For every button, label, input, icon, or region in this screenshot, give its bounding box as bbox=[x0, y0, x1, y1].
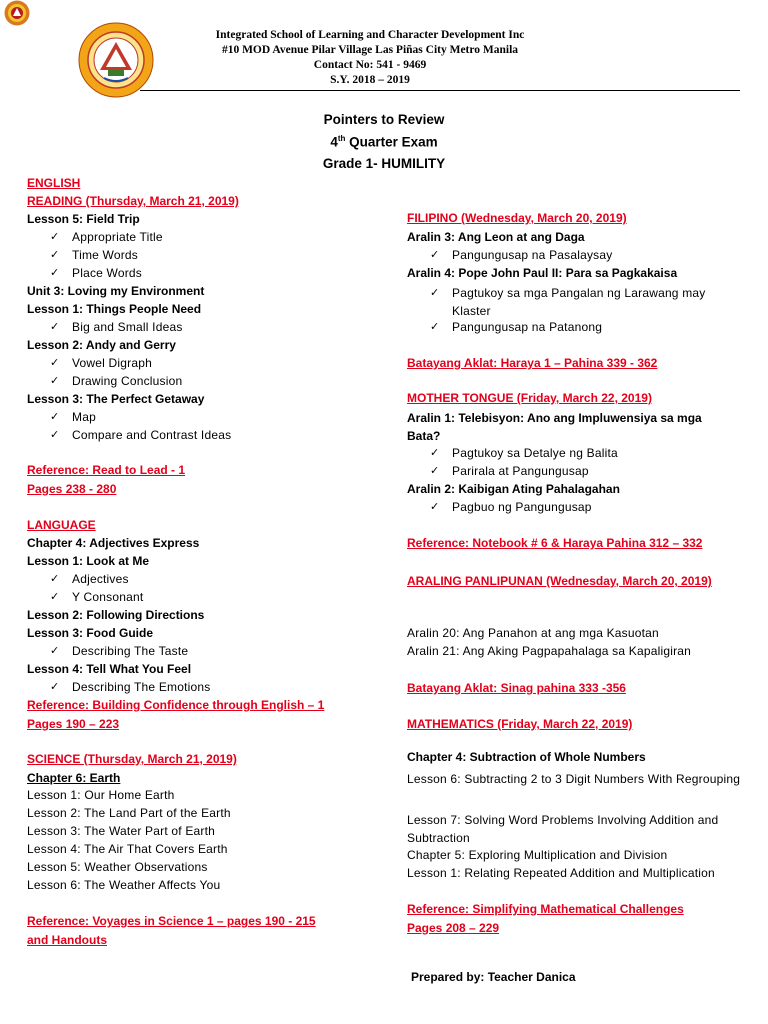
prepared-by: Prepared by: Teacher Danica bbox=[411, 970, 576, 984]
school-seal-icon bbox=[78, 22, 154, 98]
language-heading: LANGUAGE bbox=[27, 518, 96, 532]
math-lesson: Lesson 6: Subtracting 2 to 3 Digit Numbers With Regrouping bbox=[407, 772, 741, 786]
batayang-reference: Batayang Aklat: Sinag pahina 333 -356 bbox=[407, 681, 626, 695]
math-chapter: Chapter 5: Exploring Multiplication and Division bbox=[407, 848, 668, 862]
mother-tongue-heading: MOTHER TONGUE (Friday, March 22, 2019) bbox=[407, 391, 652, 405]
lesson-heading: Lesson 1: Look at Me bbox=[27, 554, 150, 568]
reference-text: Reference: Building Confidence through English – 1 bbox=[27, 698, 325, 712]
aralin-heading: Aralin 3: Ang Leon at ang Daga bbox=[407, 230, 585, 244]
reference-text: Reference: Notebook # 6 & Haraya Pahina 312 – 332 bbox=[407, 536, 703, 550]
lesson-heading: Lesson 5: Field Trip bbox=[27, 212, 140, 226]
english-heading: ENGLISH bbox=[27, 176, 81, 190]
aralin-heading: Aralin 4: Pope John Paul II: Para sa Pagkakaisa bbox=[407, 266, 678, 280]
checklist-item: ✓ Big and Small Ideas bbox=[72, 320, 183, 334]
science-lesson: Lesson 4: The Air That Covers Earth bbox=[27, 842, 228, 856]
aralin-line: Aralin 20: Ang Panahon at ang mga Kasuotan bbox=[407, 626, 659, 640]
chapter-heading: Chapter 4: Subtraction of Whole Numbers bbox=[407, 750, 646, 764]
science-lesson: Lesson 3: The Water Part of Earth bbox=[27, 824, 216, 838]
checklist-item: ✓ Parirala at Pangungusap bbox=[452, 464, 589, 478]
batayang-reference: Batayang Aklat: Haraya 1 – Pahina 339 - 362 bbox=[407, 356, 658, 370]
lesson-heading: Lesson 2: Following Directions bbox=[27, 608, 205, 622]
math-lesson: Lesson 1: Relating Repeated Addition and Multiplication bbox=[407, 866, 715, 880]
reference-text: Reference: Read to Lead - 1 bbox=[27, 463, 186, 477]
reference-pages: Pages 238 - 280 bbox=[27, 482, 117, 496]
checklist-item: ✓ Time Words bbox=[72, 248, 138, 262]
mathematics-heading: MATHEMATICS (Friday, March 22, 2019) bbox=[407, 717, 633, 731]
school-contact: Contact No: 541 - 9469 bbox=[313, 59, 427, 71]
checklist-item: ✓ Drawing Conclusion bbox=[72, 374, 182, 388]
reference-text: Reference: Voyages in Science 1 – pages 190 - 215 bbox=[27, 914, 316, 928]
lesson-heading: Lesson 1: Things People Need bbox=[27, 302, 202, 316]
school-seal-small-icon bbox=[4, 0, 30, 26]
school-address: #10 MOD Avenue Pilar Village Las Piñas City Metro Manila bbox=[221, 44, 519, 56]
checklist-item: ✓ Vowel Digraph bbox=[72, 356, 152, 370]
header-divider bbox=[140, 90, 740, 91]
title-grade: Grade 1- HUMILITY bbox=[322, 156, 446, 171]
checklist-item: ✓ Y Consonant bbox=[72, 590, 143, 604]
title-quarter: 4th Quarter Exam bbox=[330, 134, 438, 150]
science-lesson: Lesson 1: Our Home Earth bbox=[27, 788, 175, 802]
reference-pages: Pages 190 – 223 bbox=[27, 717, 120, 731]
filipino-heading: FILIPINO (Wednesday, March 20, 2019) bbox=[407, 211, 627, 225]
unit-heading: Unit 3: Loving my Environment bbox=[27, 284, 205, 298]
checklist-item: ✓ Pagtukoy sa mga Pangalan ng Larawang may Klaster bbox=[452, 284, 732, 320]
science-lesson: Lesson 2: The Land Part of the Earth bbox=[27, 806, 231, 820]
science-lesson: Lesson 6: The Weather Affects You bbox=[27, 878, 221, 892]
aralin-line: Aralin 21: Ang Aking Pagpapahalaga sa Kapaligiran bbox=[407, 644, 692, 658]
aralin-heading: Aralin 2: Kaibigan Ating Pahalagahan bbox=[407, 482, 620, 496]
reference-pages: Pages 208 – 229 bbox=[407, 921, 500, 935]
checklist-item: ✓ Pagtukoy sa Detalye ng Balita bbox=[452, 446, 618, 460]
araling-panlipunan-heading: ARALING PANLIPUNAN (Wednesday, March 20, 2019) bbox=[407, 574, 712, 588]
lesson-heading: Lesson 4: Tell What You Feel bbox=[27, 662, 192, 676]
school-name: Integrated School of Learning and Character Development Inc bbox=[215, 29, 525, 41]
checklist-item: ✓ Describing The Taste bbox=[72, 644, 188, 658]
school-year: S.Y. 2018 – 2019 bbox=[330, 74, 410, 86]
chapter-heading: Chapter 6: Earth bbox=[27, 771, 121, 785]
checklist-item: ✓ Map bbox=[72, 410, 96, 424]
checklist-item: ✓ Compare and Contrast Ideas bbox=[72, 428, 231, 442]
title-pointers: Pointers to Review bbox=[323, 112, 445, 127]
checklist-item: ✓ Describing The Emotions bbox=[72, 680, 210, 694]
lesson-heading: Lesson 2: Andy and Gerry bbox=[27, 338, 176, 352]
chapter-heading: Chapter 4: Adjectives Express bbox=[27, 536, 200, 550]
lesson-heading: Lesson 3: Food Guide bbox=[27, 626, 154, 640]
checklist-item: ✓ Place Words bbox=[72, 266, 142, 280]
checklist-item: ✓ Pangungusap na Pasalaysay bbox=[452, 248, 612, 262]
reference-text-cont: and Handouts bbox=[27, 933, 107, 947]
reading-heading: READING (Thursday, March 21, 2019) bbox=[27, 194, 239, 208]
checklist-item: ✓ Pagbuo ng Pangungusap bbox=[452, 500, 592, 514]
science-lesson: Lesson 5: Weather Observations bbox=[27, 860, 208, 874]
reference-text: Reference: Simplifying Mathematical Challenges bbox=[407, 902, 684, 916]
checklist-item: ✓ Adjectives bbox=[72, 572, 129, 586]
checklist-item: ✓ Appropriate Title bbox=[72, 230, 163, 244]
science-heading: SCIENCE (Thursday, March 21, 2019) bbox=[27, 752, 237, 766]
math-lesson: Lesson 7: Solving Word Problems Involving Addition and Subtraction bbox=[407, 813, 719, 845]
checklist-item: ✓ Pangungusap na Patanong bbox=[452, 320, 602, 334]
lesson-heading: Lesson 3: The Perfect Getaway bbox=[27, 392, 205, 406]
aralin-heading: Aralin 1: Telebisyon: Ano ang Impluwensiya sa mga Bata? bbox=[407, 411, 702, 443]
